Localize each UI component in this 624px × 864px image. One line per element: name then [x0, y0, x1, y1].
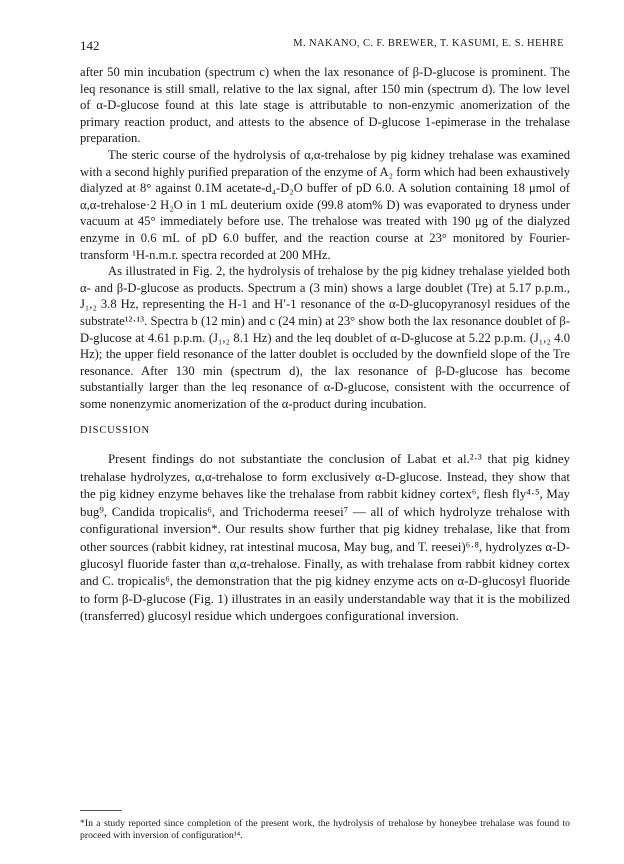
discussion-section [80, 451, 570, 625]
paragraph-fig2-results: As illustrated in Fig. 2, the hydrolysis of trehalose by the pig kidney trehalase yielded both α- and β-D-glucose as products. Spectrum a (3 min) shows a large doublet (Tre) at 5.17 p.p.m., J₁,₂ 3.8 Hz, representing the H-1 and H′-1 resonance of the α-D-glucopyranosyl residues of the substrate¹²·¹³. Spectra b (12 min) and c (24 min) at 23° show both the lax resonance doublet of β-D-glucose at 4.61 p.p.m. (J₁,₂ 8.1 Hz) and the leq doublet of α-D-glucose at 5.22 p.p.m. (J₁,₂ 4.0 Hz); the upper field resonance of the latter doublet is occluded by the downfield slope of the Tre resonance. After 130 min (spectrum d), the lax resonance of β-D-glucose has become substantially larger than the leq resonance of α-D-glucose, consistent with the occurrence of some nonenzymic anomerization of the α-product during incubation. [80, 264, 570, 411]
footnote-divider [80, 810, 122, 811]
paragraph-steric-course: The steric course of the hydrolysis of α,α-trehalose by pig kidney trehalase was examined with a second highly purified preparation of the enzyme of A₂ form which had been exhaustively dialyzed at 8° against 0.1M acetate-d₄-D₂O buffer of pD 6.0. A solution containing 18 μmol of α,α-trehalose·2 H₂O in 1 mL deuterium oxide (99.8 atom% D) was evaporated to dryness under vacuum at 45° immediately before use. The trehalose was treated with 190 μg of the dialyzed enzyme in 0.6 mL of pD 6.0 buffer, and the reaction course at 23° monitored by Fourier-transform ¹H-n.m.r. spectra recorded at 200 MHz. [80, 147, 570, 262]
paragraph-discussion: Present findings do not substantiate the conclusion of Labat et al.²·³ that pig kidney trehalase hydrolyzes, α,α-trehalose to form exclusively α-D-glucose. Instead, they show that the pig kidney enzyme behaves like the trehalase from rabbit kidney cortex⁶, flesh fly⁴·⁵, May bug⁹, Candida tropicalis⁶, and Trichoderma reesei⁷ — all of which hydrolyze trehalose with configurational inversion*. Our results show further that pig kidney trehalase, like that from other sources (rabbit kidney, rat intestinal mucosa, May bug, and T. reesei)⁶·⁸, hydrolyzes α-D-glucosyl fluoride faster than α,α-trehalose. Finally, as with trehalase from rabbit kidney cortex and C. tropicalis⁶, the demonstration that the pig kidney enzyme acts on α-D-glucosyl fluoride to form β-D-glucose (Fig. 1) illustrates in an easily understandable way that it is the mobilized (transferred) glucosyl residue which undergoes configurational inversion. [80, 452, 570, 624]
footnote: *In a study reported since completion of the present work, the hydrolysis of trehalose by honeybee trehalase was found to proceed with inversion of configuration¹⁴. [80, 818, 570, 842]
article-body [80, 64, 570, 626]
running-head: M. NAKANO, C. F. BREWER, T. KASUMI, E. S. HEHRE [293, 38, 564, 49]
paragraph-continuation: after 50 min incubation (spectrum c) when the lax resonance of β-D-glucose is prominent. The leq resonance is still small, relative to the lax signal, after 150 min (spectrum d). The low level of α-D-glucose found at this late stage is attributable to non-enzymic anomerization of the primary reaction product, and attests to the absence of D-glucose 1-epimerase in the trehalase preparation. [80, 65, 570, 146]
page-header [80, 38, 564, 54]
page-number: 142 [80, 38, 100, 53]
section-title-discussion: DISCUSSION [80, 425, 150, 437]
